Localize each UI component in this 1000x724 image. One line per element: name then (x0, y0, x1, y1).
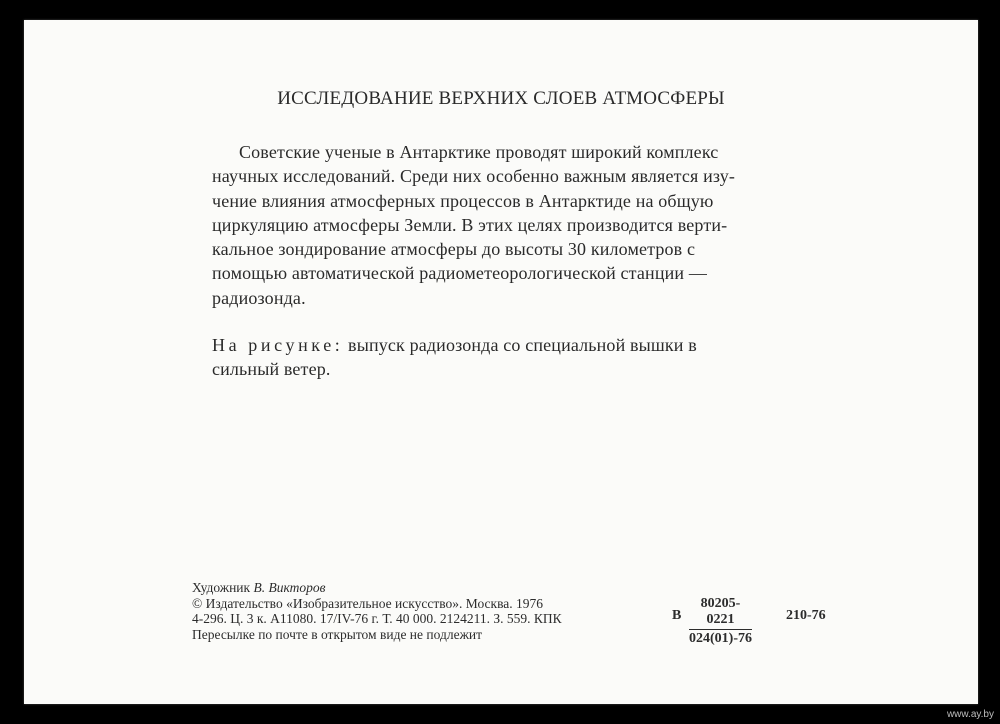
paragraph-line: Советские ученые в Антарктике проводят широкий комплекс (239, 142, 719, 162)
index-suffix: 210-76 (786, 608, 826, 623)
paragraph-line: циркуляцию атмосферы Земли. В этих целях производится верти- (212, 214, 728, 235)
paragraph-line: радиозонда. (212, 287, 306, 308)
paragraph-line: помощью автоматической радиометеорологической станции — (212, 263, 707, 284)
paragraph-line: научных исследований. Среди них особенно важным является изу- (212, 166, 736, 187)
index-denominator: 024(01)-76 (689, 631, 752, 646)
artist-label: Художник (192, 580, 254, 595)
paragraph-line: чение влияния атмосферных процессов в Антарктиде на общую (212, 190, 714, 211)
print-info-line: 4-296. Ц. 3 к. А11080. 17/IV-76 г. Т. 40 000. 2124211. З. 559. КПК (192, 611, 562, 626)
mail-note-line: Пересылке по почте в открытом виде не подлежит (192, 626, 483, 642)
paragraph-line: кальное зондирование атмосферы до высоты 30 километров с (212, 239, 696, 260)
caption-line (212, 333, 808, 357)
caption-paragraph (212, 333, 808, 382)
caption-text: выпуск радиозонда со специальной вышки в (343, 335, 697, 355)
artist-name: В. Викторов (253, 580, 326, 595)
index-numerator: 80205-0221 (689, 596, 752, 630)
index-prefix: В (672, 608, 682, 623)
credits-block (192, 580, 562, 642)
main-paragraph (212, 140, 808, 310)
caption-lead: На рисунке: (212, 335, 344, 355)
artist-credit (192, 580, 562, 596)
page-title: ИССЛЕДОВАНИЕ ВЕРХНИХ СЛОЕВ АТМОСФЕРЫ (277, 88, 725, 109)
caption-line: сильный ветер. (212, 359, 331, 380)
watermark: www.ay.by (946, 709, 994, 720)
publisher-line: © Издательство «Изобразительное искусство». Москва. 1976 (192, 595, 544, 611)
index-fraction (689, 596, 752, 647)
postcard-back (24, 20, 978, 704)
